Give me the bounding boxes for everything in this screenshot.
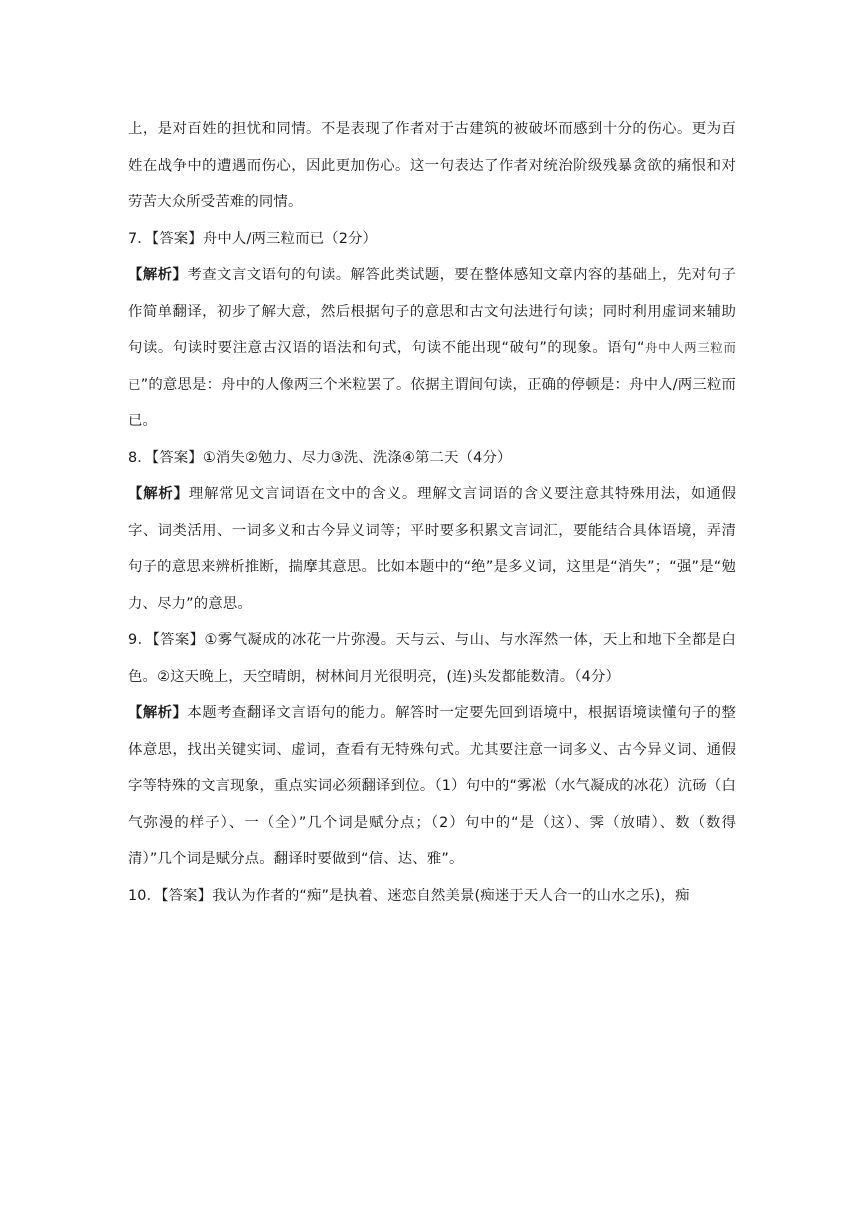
- explanation-text: 本题考查翻译文言语句的能力。解答时一定要先回到语境中，根据语境读懂句子的整体意思，找出关键实词、虚词，查看有无特殊句式。尤其要注意一词多义、古今异义词、通假字等特殊的文言现象，重点实词必须翻译到位。（1）句中的“雾凇（水气凝成的冰花）沆砀（白气弥漫的样子）、一（全）”几个词是赋分点；（2）句中的“是（这）、霁（放晴）、数（数得清）”几个词是赋分点。翻译时要做到“信、达、雅”。: [128, 705, 736, 867]
- explanation-7: [128, 257, 736, 440]
- explanation-tag: 【解析】: [128, 486, 189, 502]
- explanation-text: 考查文言文语句的句读。解答此类试题，要在整体感知文章内容的基础上，先对句子作简单翻译，初步了解大意，然后根据句子的意思和古文句法进行句读；同时利用虚词来辅助句读。句读时要注意古汉语的语法和句式，句读不能出现“破句”的现象。语句“: [128, 267, 736, 356]
- answer-tag: 【答案】: [152, 632, 205, 648]
- paragraph-text: 上，是对百姓的担忧和同情。不是表现了作者对于古建筑的被破坏而感到十分的伤心。更为百姓在战争中的遭遇而伤心，因此更加伤心。这一句表达了作者对统治阶级残暴贪欲的痛恨和对劳苦大众所受苦难的同情。: [128, 121, 736, 210]
- explanation-text: 理解常见文言词语在文中的含义。理解文言词语的含义要注意其特殊用法，如通假字、词类活用、一词多义和古今异义词等；平时要多积累文言词汇，要能结合具体语境，弄清句子的意思来辨析推断，揣摩其意思。比如本题中的“绝”是多义词，这里是“消失”；“强”是“勉力、尽力”的意思。: [128, 486, 736, 612]
- document-body: [128, 111, 736, 914]
- explanation-9: [128, 695, 736, 878]
- answer-text: ①消失②勉力、尽力③洗、洗涤④第二天（4分）: [202, 449, 512, 466]
- classical-quote: 舟中人两三粒而已: [128, 340, 736, 392]
- question-number: 9．: [128, 632, 153, 648]
- explanation-tag: 【解析】: [128, 705, 188, 721]
- answer-tag: 【答案】: [151, 230, 203, 247]
- answer-9: [128, 622, 736, 695]
- answer-8: [128, 440, 736, 477]
- explanation-tag: 【解析】: [128, 267, 188, 283]
- answer-tag: 【答案】: [151, 449, 203, 466]
- answer-7: [128, 221, 736, 258]
- answer-text: 我认为作者的“痴”是执着、迷恋自然美景(痴迷于天人合一的山水之乐)，痴: [212, 887, 690, 904]
- question-number: 8．: [128, 449, 152, 466]
- question-number: 7．: [128, 230, 152, 247]
- answer-text: ①雾气凝成的冰花一片弥漫。天与云、与山、与水浑然一体，天上和地下全都是白色。②这天晚上，天空晴朗，树林间月光很明亮，(连)头发都能数清。（4分）: [128, 632, 736, 685]
- answer-10: [128, 878, 736, 915]
- explanation-text-continued: ”的意思是：舟中的人像两三个米粒罢了。依据主谓间句读，正确的停顿是：舟中人/两三粒而已。: [128, 376, 737, 429]
- explanation-8: [128, 476, 736, 622]
- answer-tag: 【答案】: [161, 887, 213, 904]
- paragraph-continuation: [128, 111, 736, 221]
- answer-text: 舟中人/两三粒而已（2分）: [202, 230, 378, 247]
- question-number: 10．: [128, 887, 162, 904]
